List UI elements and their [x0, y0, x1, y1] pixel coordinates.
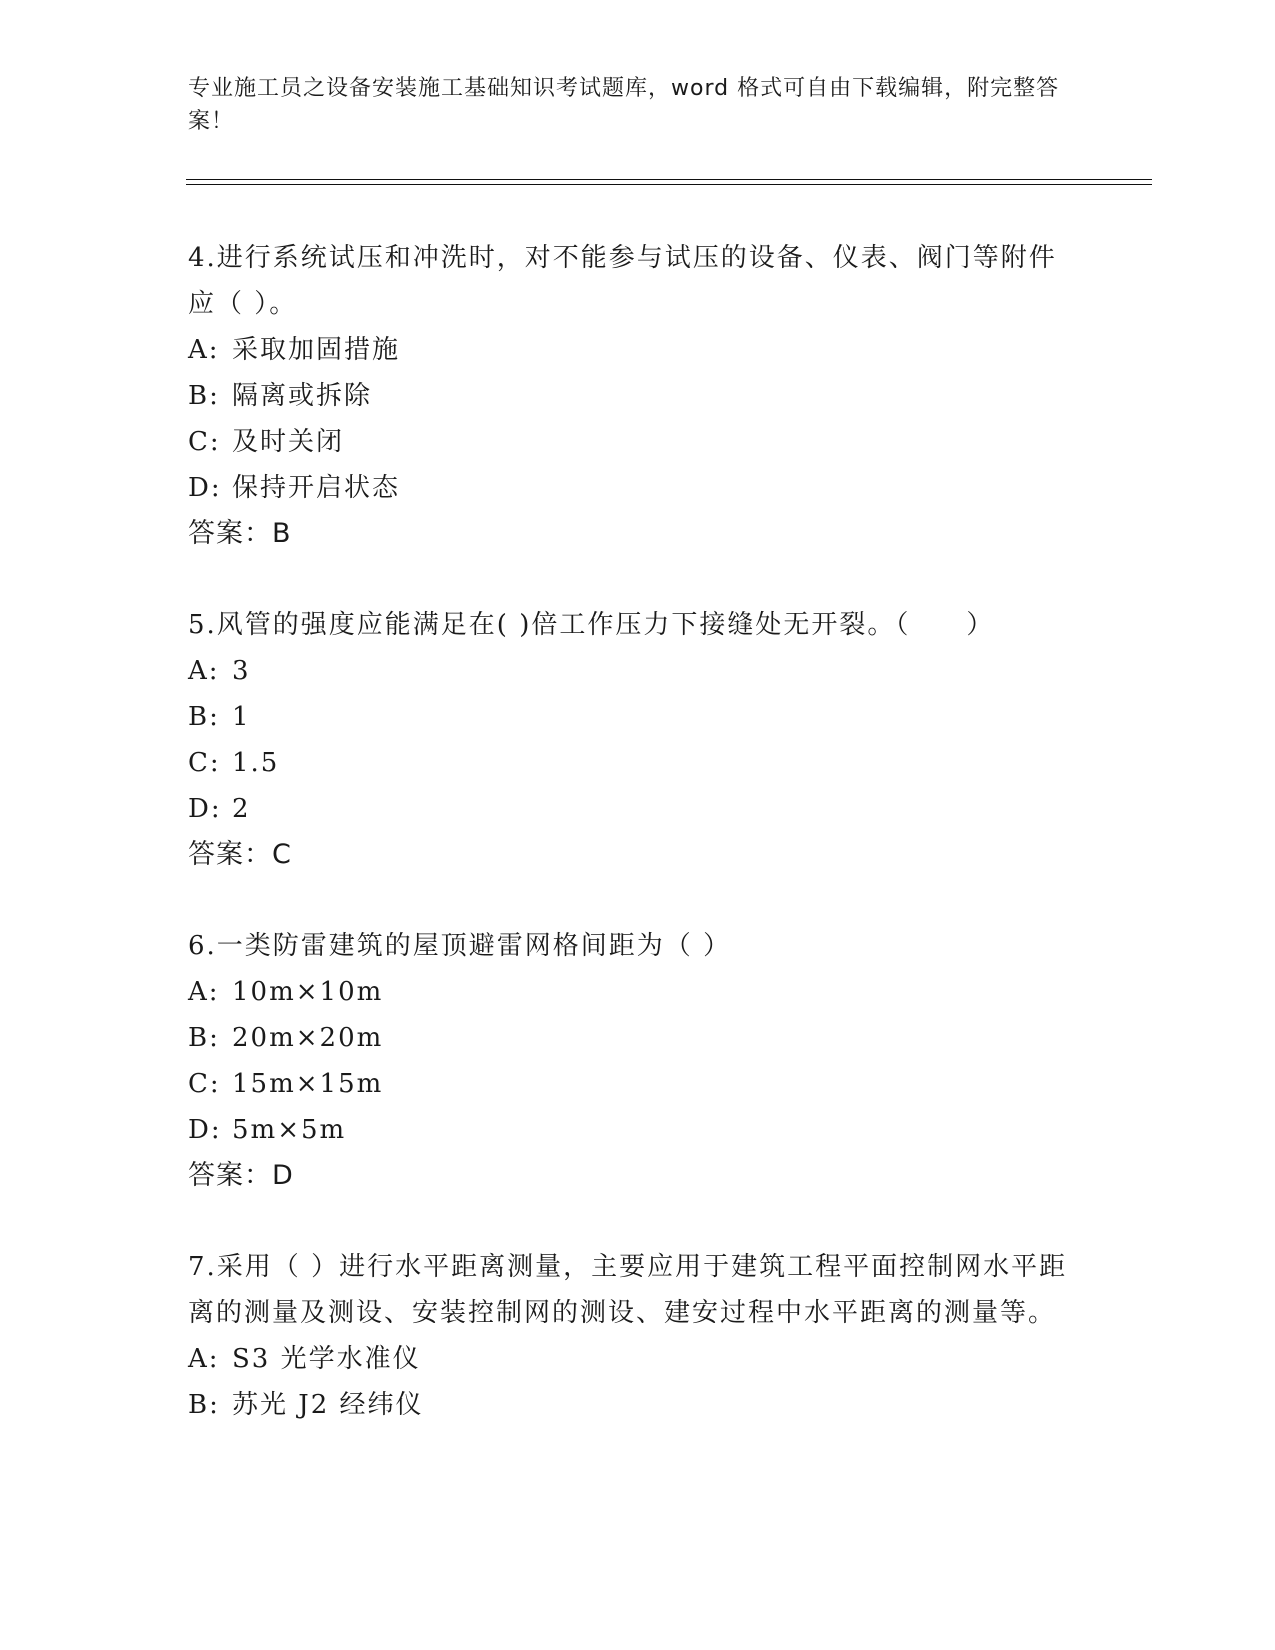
option-d [188, 786, 1088, 832]
option-c [188, 1061, 1088, 1107]
option-b [188, 1015, 1088, 1061]
option-text: 5m×5m [232, 1115, 347, 1145]
option-text: 3 [232, 656, 251, 686]
question-list [188, 235, 1088, 1473]
option-d [188, 1107, 1088, 1153]
header-rule-bottom [186, 184, 1152, 185]
option-c [188, 419, 1088, 465]
option-label: D: [188, 1115, 222, 1145]
option-label: B: [188, 702, 220, 732]
option-d [188, 465, 1088, 511]
option-b [188, 1382, 1088, 1428]
option-text: 保持开启状态 [232, 473, 401, 503]
option-text: 采取加固措施 [232, 335, 401, 365]
question-text: 7.采用（ ）进行水平距离测量，主要应用于建筑工程平面控制网水平距离的测量及测设、安装控制网的测设、建安过程中水平距离的测量等。 [188, 1252, 1068, 1328]
question-5 [188, 602, 1088, 878]
question-text: 4.进行系统试压和冲洗时，对不能参与试压的设备、仪表、阀门等附件应（ ）。 [188, 243, 1057, 319]
answer: 答案：B [188, 518, 292, 549]
question-7 [188, 1244, 1088, 1428]
option-text: S3 光学水准仪 [232, 1344, 421, 1374]
option-a [188, 648, 1088, 694]
option-b [188, 373, 1088, 419]
option-a [188, 969, 1088, 1015]
option-text: 1 [232, 702, 251, 732]
option-label: B: [188, 381, 220, 411]
question-6 [188, 923, 1088, 1199]
option-label: A: [188, 1344, 220, 1374]
option-label: B: [188, 1023, 220, 1053]
option-text: 2 [232, 794, 251, 824]
document-header: 专业施工员之设备安装施工基础知识考试题库，word 格式可自由下载编辑，附完整答案！ [188, 76, 1060, 134]
option-label: C: [188, 748, 221, 778]
option-label: A: [188, 977, 220, 1007]
option-text: 20m×20m [232, 1023, 384, 1053]
question-text: 5.风管的强度应能满足在( )倍工作压力下接缝处无开裂。（ ） [188, 610, 995, 640]
answer: 答案：C [188, 839, 292, 870]
header-rule-top [186, 179, 1152, 180]
option-label: A: [188, 335, 220, 365]
option-text: 15m×15m [232, 1069, 384, 1099]
option-label: D: [188, 473, 222, 503]
question-text: 6.一类防雷建筑的屋顶避雷网格间距为（ ） [188, 931, 732, 961]
option-text: 苏光 J2 经纬仪 [232, 1390, 424, 1420]
option-label: C: [188, 1069, 221, 1099]
option-label: B: [188, 1390, 220, 1420]
option-text: 1.5 [232, 748, 280, 778]
option-c [188, 740, 1088, 786]
option-label: D: [188, 794, 222, 824]
option-text: 10m×10m [232, 977, 384, 1007]
option-text: 及时关闭 [232, 427, 345, 457]
option-a [188, 327, 1088, 373]
question-4 [188, 235, 1088, 557]
option-label: A: [188, 656, 220, 686]
option-label: C: [188, 427, 221, 457]
option-b [188, 694, 1088, 740]
answer: 答案：D [188, 1160, 294, 1191]
option-text: 隔离或拆除 [232, 381, 373, 411]
option-a [188, 1336, 1088, 1382]
